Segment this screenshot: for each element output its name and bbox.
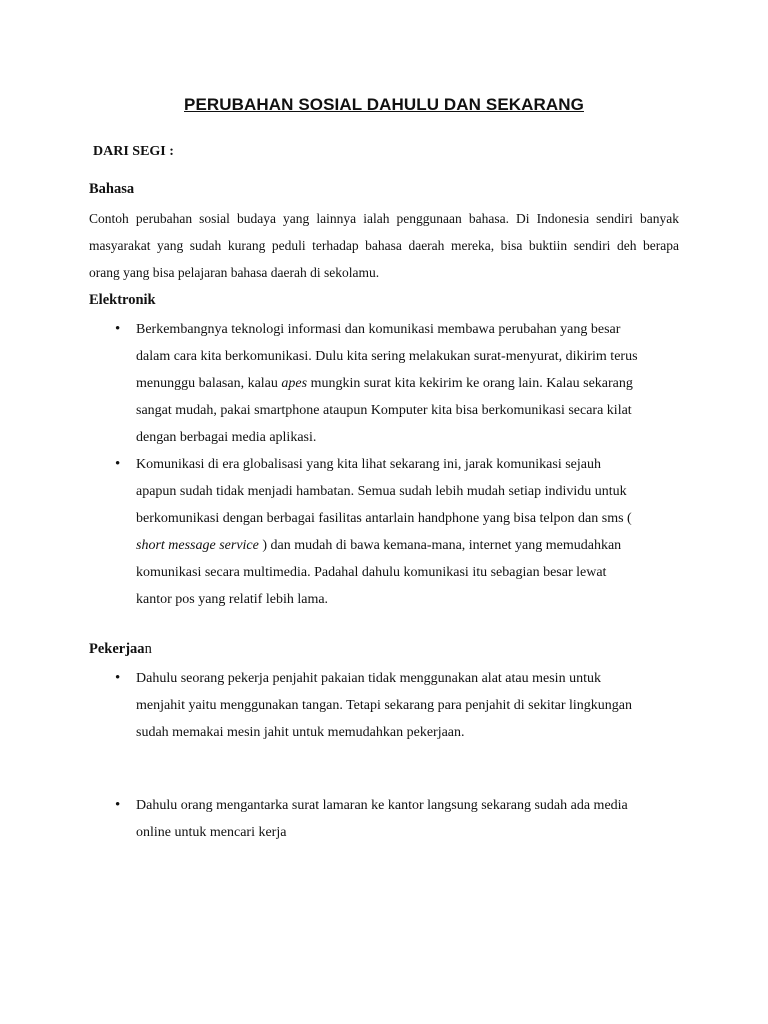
item-line: sangat mudah, pakai smartphone ataupun Komputer kita bisa berkomunikasi secara kilat [136,403,632,418]
item-text: ) dan mudah di bawa kemana-mana, internet yang memudahkan [258,538,622,553]
heading-text: Pekerjaa [89,641,145,657]
item-line: apapun sudah tidak menjadi hambatan. Semua sudah lebih mudah setiap individu untuk [136,484,627,499]
paragraph-line: orang yang bisa pelajaran bahasa daerah di sekolamu. [89,265,380,280]
item-line: online untuk mencari kerja [136,825,287,840]
item-line: Dahulu orang mengantarka surat lamaran ke kantor langsung sekarang sudah ada media [136,798,628,813]
paragraph-line: Contoh perubahan sosial budaya yang lainnya ialah penggunaan bahasa. Di Indonesia sendiri banyak [89,211,679,226]
italic-term: short message service [136,538,259,553]
item-line: dengan berbagai media aplikasi. [136,430,317,445]
item-line [136,370,696,397]
item-line: berkomunikasi dengan berbagai fasilitas antarlain handphone yang bisa telpon dan sms ( [136,511,632,526]
item-line: Berkembangnya teknologi informasi dan komunikasi membawa perubahan yang besar [136,322,621,337]
item-line: Dahulu seorang pekerja penjahit pakaian tidak menggunakan alat atau mesin untuk [136,671,601,686]
item-line [136,532,696,559]
item-line: kantor pos yang relatif lebih lama. [136,592,329,607]
bullet-marker: • [115,456,121,472]
segi-label: DARI SEGI : [93,144,174,159]
bullet-marker: • [115,670,121,686]
pekerjaan-item-2 [136,792,696,846]
item-line: menjahit yaitu menggunakan tangan. Tetapi sekarang para penjahit di sekitar lingkungan [136,698,632,713]
item-line: Komunikasi di era globalisasi yang kita lihat sekarang ini, jarak komunikasi sejauh [136,457,602,472]
item-line: komunikasi secara multimedia. Padahal dahulu komunikasi itu sebagian besar lewat [136,565,607,580]
pekerjaan-item-1 [136,665,696,746]
bullet-marker: • [115,797,121,813]
paragraph-line: masyarakat yang sudah kurang peduli terhadap bahasa daerah mereka, bisa buktiin sendiri deh berapa [89,238,679,253]
bahasa-paragraph [89,205,679,286]
section-heading-bahasa: Bahasa [89,181,135,197]
item-text: mungkin surat kita kekirim ke orang lain. Kalau sekarang [307,376,633,391]
bullet-marker: • [115,321,121,337]
page-title: PERUBAHAN SOSIAL DAHULU DAN SEKARANG [184,95,584,114]
item-text: menunggu balasan, kalau [136,376,282,391]
elektronik-item-2 [136,451,696,613]
heading-text: n [144,641,152,657]
item-line: dalam cara kita berkomunikasi. Dulu kita sering melakukan surat-menyurat, dikirim terus [136,349,638,364]
elektronik-item-1 [136,316,696,451]
section-heading-elektronik: Elektronik [89,292,156,308]
italic-term: apes [281,376,308,391]
section-heading-pekerjaan [89,641,152,658]
item-line: sudah memakai mesin jahit untuk memudahkan pekerjaan. [136,725,465,740]
